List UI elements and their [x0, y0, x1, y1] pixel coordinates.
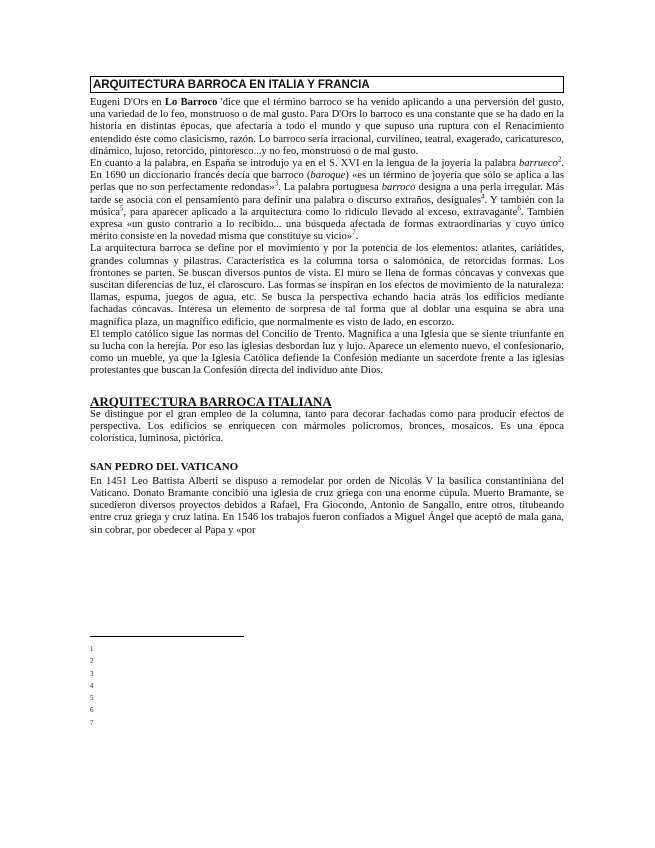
- paragraph-italian: Se distingue por el gran empleo de la columna, tanto para decorar fachadas como para producir efectos de perspectiva. Los edificios se enriquecen con mármoles policromos, bronces, mosaicos. Es una época colorística, luminosa, pictórica.: [90, 408, 564, 445]
- footnote-ref[interactable]: 2: [557, 155, 562, 164]
- footnote-number: 5: [90, 694, 94, 703]
- text-run: ) «es un término de joyería que sólo se aplica a las perlas que no son perfectamente redondas»: [90, 170, 564, 194]
- italic-term: baroque: [310, 170, 346, 182]
- paragraph-san-pedro: En 1451 Leo Battista Alberti se dispuso a remodelar por orden de Nicolás V la basílica constantiniana del Vaticano. Donato Bramante concibió una iglesia de cruz griega con una enorme cúpula. Muerto Bramante, se sucedieron diversos proyectos debidos a Rafael, Fra Giocondo, Antonio de Sangallo, entre otros, titubeando entre cruz griega y cruz latina. En 1546 los trabajos fueron confiados a Miguel Ángel que aceptó de mala gana, sin cobrar, por obedecer al Papa y «por: [90, 475, 564, 536]
- paragraph-dors: [90, 97, 564, 158]
- paragraph-catholic-temple: El templo católico sigue las normas del Concilio de Trento. Magnífica a una Iglesia que se siente triunfante en su lucha con la herejía. Por eso las iglesias desbordan luz y lujo. Aparece un elemento nuevo, el confesionario, como un mueble, ya que la Iglesia Católica defiende la Confesión mediante un sacerdote frente a las iglesias protestantes que buscan la Confesión directa del individuo ante Dios.: [90, 328, 564, 377]
- text-run: , para aparecer aplicado a la arquitectura como lo ridículo llevado al exceso, extravagante: [123, 206, 518, 218]
- footnote-number: 3: [90, 669, 94, 678]
- italic-term: barroco: [381, 182, 416, 194]
- italic-term: barrueco: [519, 158, 558, 170]
- text-run: . También expresa «un gusto contrario a lo recibido... una búsqueda afectada de formas extraordinarias y cuyo único mérito consiste en la novedad misma que constituye su vicio»: [90, 206, 564, 243]
- text-run: designa a una perla irregular. Más tarde se asocia con el pensamiento para definir una palabra o discurso extraños, desiguales: [90, 182, 564, 206]
- footnote-number: 4: [90, 681, 94, 690]
- footnote-number: 2: [90, 657, 94, 666]
- text-run: En cuanto a la palabra, en España se introdujo ya en el S. XVI en la lengua de la joyería la palabra: [90, 158, 519, 170]
- footnote-ref[interactable]: 3: [274, 179, 279, 188]
- footnote-ref[interactable]: 6: [517, 204, 521, 213]
- text-run: Eugeni D'Ors en: [90, 97, 165, 108]
- text-run: .: [355, 231, 359, 243]
- paragraph-word-origin: [90, 155, 564, 243]
- text-run: . En 1690 un diccionario francés decía que barroco (: [90, 158, 564, 182]
- document-title: ARQUITECTURA BARROCA EN ITALIA Y FRANCIA: [90, 76, 564, 93]
- footnote-number: 1: [90, 645, 94, 653]
- text-run: 'dice que el término barroco se ha venido aplicando a una perversión del gusto, una variedad de lo feo, monstruoso o de mal gusto. Para D'Ors lo barroco es una constante que se ha dado en la historia en distintas épocas, que afectaría a todo el mundo y que supuso una ruptura con el Renacimiento entendido éste como clasicismo, razón. Lo barroco sería irracional, curvilíneo, teatral, exagerado, caricaturesco, dinámico, lujoso, retorcido, pintoresco...y no feo, monstruoso o de mal gusto.: [90, 97, 565, 157]
- footnote-list: [90, 643, 94, 729]
- footnote-separator: [90, 636, 244, 637]
- section-heading-italian: ARQUITECTURA BARROCA ITALIANA: [90, 393, 332, 409]
- book-title: Lo Barroco: [164, 97, 218, 108]
- footnote-ref[interactable]: 4: [481, 192, 485, 201]
- footnote-ref[interactable]: 5: [120, 204, 124, 213]
- footnote-number: 7: [90, 718, 94, 727]
- footnote-number: 6: [90, 706, 94, 715]
- footnote-ref[interactable]: 7: [352, 228, 356, 237]
- text-run: . Y también con la música: [90, 194, 564, 218]
- subsection-heading-san-pedro: SAN PEDRO DEL VATICANO: [90, 461, 239, 474]
- text-run: . La palabra portuguesa: [278, 182, 382, 194]
- paragraph-architecture: La arquitectura barroca se define por el movimiento y por la potencia de los elementos: atlantes, cariátides, grandes columnas y pilastras. Característica es la columna torsa o salomónica, de retorcidas formas. Los frontones se parten. Se buscan diversos puntos de vista. El muro se llena de formas cóncavas y convexas que suscitan diferencias de luz, el claroscuro. Las formas se inspiran en los efectos de movimiento de la naturaleza: llamas, espuma, juegos de agua, etc. Se busca la perspectiva echando hacia atrás los edificios mediante fachadas cóncavas. Interesa un elemento de sorpresa de tal forma que al doblar una esquina se abra una magnífica plaza, un magnífico edificio, que normalmente es visto de lado, en escorzo.: [90, 243, 564, 328]
- document-page: [90, 76, 564, 537]
